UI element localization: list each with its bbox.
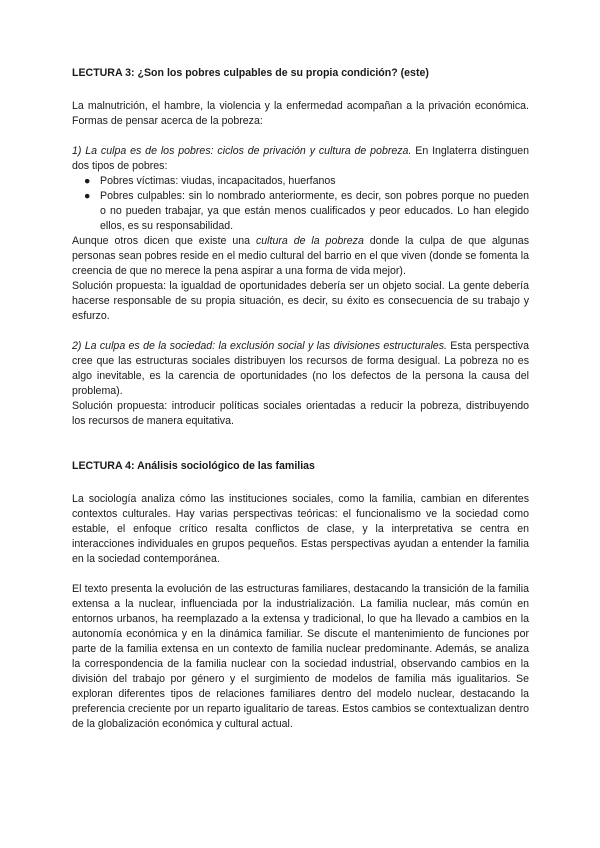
solution2-paragraph: Solución propuesta: introducir políticas sociales orientadas a reducir la pobreza, distribuyendo los recursos de manera equitativa. [72,400,529,427]
section1-heading: 1) La culpa es de los pobres: ciclos de privación y cultura de pobreza. [72,145,412,157]
culture-paragraph: Aunque otros dicen que existe una cultura de la pobreza donde la culpa de que algunas personas sean pobres reside en el medio cultural del barrio en el que viven (donde se fomenta la creencia de que no merece la pena aspirar a una forma de vida mejor). [72,235,529,277]
lectura4-title: LECTURA 4: Análisis sociológico de las familias [72,460,315,472]
lectura4-paragraph1: La sociología analiza cómo las instituciones sociales, como la familia, cambian en diferentes contextos culturales. Hay varias perspectivas teóricas: el funcionalismo ve la sociedad como estable, el enfoque crítico resalta conflictos de clase, y la interpretativa se centra en interacciones individuales en grupos pequeños. Estas perspectivas ayudan a entender la familia en la sociedad contemporánea. [72,493,529,565]
bullet-icon: ● [84,190,91,202]
section2-heading: 2) La culpa es de la sociedad: la exclusión social y las divisiones estructurales. [72,340,447,352]
lectura4-paragraph2: El texto presenta la evolución de las estructuras familiares, destacando la transición de la familia extensa a la nuclear, influenciada por la industrialización. La familia nuclear, más común en entornos urbanos, ha reemplazado a la extensa y tradicional, lo que ha llevado a cambios en la autonomía económica y en la dinámica familiar. Se discute el mantenimiento de funciones por parte de la familia extensa en un contexto de familia nuclear predominante. Además, se analiza la correspondencia de la familia nuclear con la sociedad industrial, observando cambios en la división del trabajo por género y el surgimiento de modelos de familia más igualitarios. Se exploran diferentes tipos de relaciones familiares dentro del modelo nuclear, destacando la preferencia creciente por un reparto igualitario de tareas. Estos cambios se contextualizan dentro de la globalización económica y cultural actual. [72,583,529,730]
poor-types-list [72,174,529,234]
section1-paragraph [72,144,529,174]
document-page [72,66,529,732]
bullet-icon: ● [84,175,91,187]
list-item: ● Pobres culpables: sin lo nombrado anteriormente, es decir, son pobres porque no pueden o no pueden trabajar, ya que están menos cualificados y peor educados. Lo han elegido ellos, es su responsabilidad. [84,190,529,232]
lectura3-title: LECTURA 3: ¿Son los pobres culpables de su propia condición? (este) [72,67,429,79]
solution1-paragraph: Solución propuesta: la igualdad de oportunidades debería ser un objeto social. La gente debería hacerse responsable de su propia situación, es decir, su éxito es consecuencia de su trabajo y esfurzo. [72,280,529,322]
list-item: ● Pobres víctimas: viudas, incapacitados, huerfanos [84,175,336,187]
section1-text: En Inglaterra distinguen dos tipos de pobres: [72,145,529,172]
lectura3-intro: La malnutrición, el hambre, la violencia y la enfermedad acompañan a la privación económica. Formas de pensar acerca de la pobreza: [72,100,529,127]
section2-text: Esta perspectiva cree que las estructuras sociales distribuyen los recursos de forma desigual. La pobreza no es algo inevitable, es la carencia de oportunidades (no los defectos de la persona la causa del problema). [72,340,529,397]
culture-term: cultura de la pobreza [255,235,364,247]
section2-paragraph [72,339,529,399]
